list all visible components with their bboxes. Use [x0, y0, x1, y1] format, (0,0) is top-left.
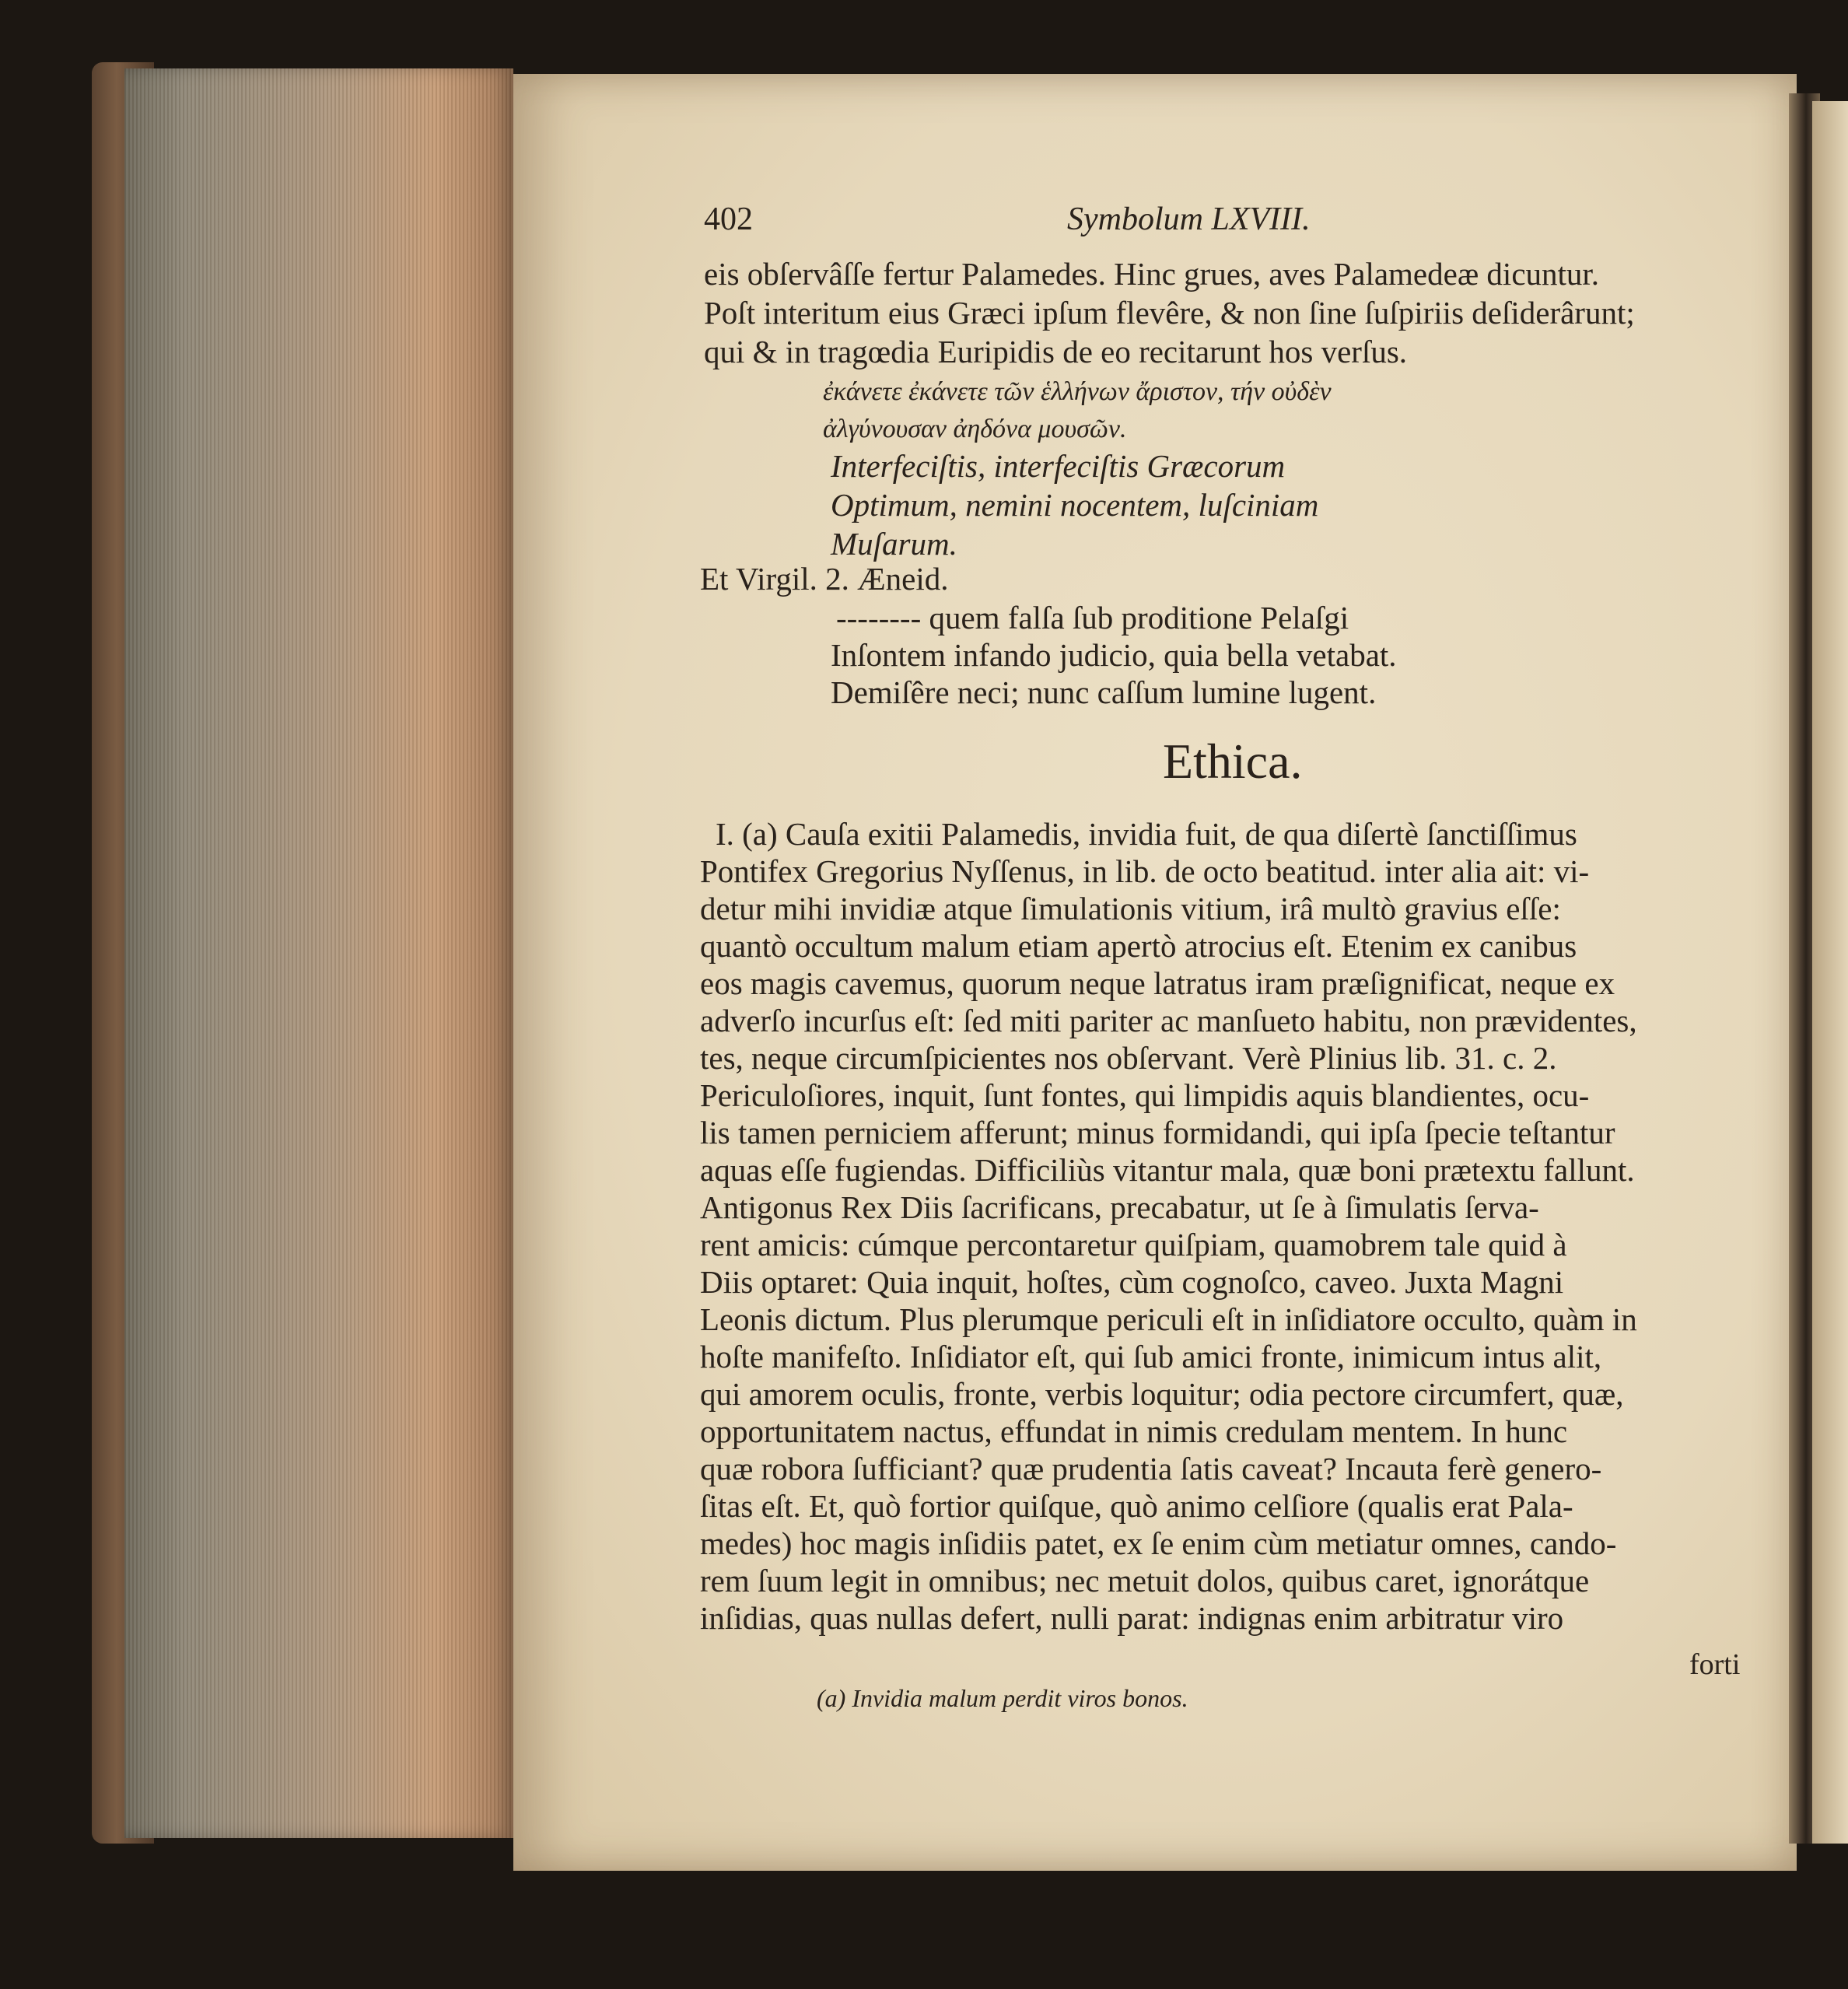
ethica-line: aquas eſſe fugiendas. Difficiliùs vitantur mala, quæ boni prætextu fallunt. — [700, 1152, 1635, 1188]
latin-verse-line: Optimum, nemini nocentem, luſciniam — [831, 487, 1319, 523]
ethica-line: I. (a) Cauſa exitii Palamedis, invidia fuit, de qua diſertè ſanctiſſimus — [716, 816, 1577, 852]
ethica-line: qui amorem oculis, fronte, verbis loquitur; odia pectore circumfert, quæ, — [700, 1376, 1624, 1412]
ethica-line: rent amicis: cúmque percontaretur quiſpiam, quamobrem tale quid à — [700, 1227, 1567, 1262]
latin-verse-line: Interfeciſtis, interfeciſtis Græcorum — [831, 448, 1286, 484]
ethica-line: quæ robora ſufficiant? quæ prudentia ſatis caveat? Incauta ferè genero- — [700, 1451, 1602, 1486]
greek-line: ἐκάνετε ἐκάνετε τῶν ἑλλήνων ἄριστον, τήν οὐδὲν — [823, 377, 1332, 406]
ethica-line: eos magis cavemus, quorum neque latratus iram præſignificat, neque ex — [700, 965, 1615, 1001]
ethica-line: opportunitatem nactus, effundat in nimis credulam mentem. In hunc — [700, 1413, 1568, 1449]
ethica-line: Leonis dictum. Plus plerumque periculi eſt in inſidiatore occulto, quàm in — [700, 1301, 1637, 1337]
greek-line: ἀλγύνουσαν ἀηδόνα μουσῶν. — [823, 415, 1127, 443]
ethica-line: ſitas eſt. Et, quò fortior quiſque, quò animo celſiore (qualis erat Pala- — [700, 1488, 1573, 1524]
ethica-line: inſidias, quas nullas defert, nulli parat: indignas enim arbitratur viro — [700, 1600, 1564, 1636]
ethica-line: Diis optaret: Quia inquit, hoſtes, cùm cognoſco, caveo. Juxta Magni — [700, 1264, 1564, 1300]
body-line: qui & in tragœdia Euripidis de eo recitarunt hos verſus. — [704, 334, 1408, 369]
ethica-line: Antigonus Rex Diis ſacrificans, precabatur, ut ſe à ſimulatis ſerva- — [700, 1189, 1539, 1225]
running-title: Symbolum LXVIII. — [1067, 201, 1311, 237]
catchword: forti — [1689, 1648, 1741, 1681]
ethica-line: Periculoſiores, inquit, ſunt fontes, qui limpidis aquis blandientes, ocu- — [700, 1077, 1590, 1113]
virgil-verse-line: -------- quem falſa ſub proditione Pelaſgi — [836, 600, 1349, 636]
ethica-line: lis tamen perniciem afferunt; minus formidandi, qui ipſa ſpecie teſtantur — [700, 1115, 1615, 1150]
ethica-line: rem ſuum legit in omnibus; nec metuit dolos, quibus caret, ignorátque — [700, 1563, 1590, 1599]
ethica-line: quantò occultum malum etiam apertò atrocius eſt. Etenim ex canibus — [700, 928, 1577, 964]
ethica-line: medes) hoc magis inſidiis patet, ex ſe enim cùm metiatur omnes, cando- — [700, 1525, 1617, 1561]
footnote: (a) Invidia malum perdit viros bonos. — [817, 1684, 1188, 1712]
ethica-line: tes, neque circumſpicientes nos obſervant. Verè Plinius lib. 31. c. 2. — [700, 1040, 1557, 1076]
section-heading: Ethica. — [1163, 734, 1303, 789]
ethica-line: hoſte manifeſto. Inſidiator eſt, qui ſub amici fronte, inimicum intus alit, — [700, 1339, 1602, 1374]
ethica-line: adverſo incurſus eſt: ſed miti pariter ac manſueto habitu, non prævidentes, — [700, 1003, 1637, 1038]
ethica-line: detur mihi invidiæ atque ſimulationis vitium, irâ multò gravius eſſe: — [700, 891, 1561, 926]
body-line: Poſt interitum eius Græci ipſum flevêre, & non ſine ſuſpiriis deſiderârunt; — [704, 295, 1635, 331]
latin-verse-line: Muſarum. — [831, 526, 957, 562]
page-number: 402 — [704, 201, 753, 237]
body-line: eis obſervâſſe fertur Palamedes. Hinc grues, aves Palamedeæ dicuntur. — [704, 256, 1600, 292]
ethica-line: Pontifex Gregorius Nyſſenus, in lib. de octo beatitud. inter alia ait: vi- — [700, 853, 1590, 889]
virgil-verse-line: Demiſêre neci; nunc caſſum lumine lugent. — [831, 674, 1377, 710]
virgil-intro: Et Virgil. 2. Æneid. — [700, 561, 949, 597]
virgil-verse-line: Inſontem infando judicio, quia bella vetabat. — [831, 637, 1397, 673]
